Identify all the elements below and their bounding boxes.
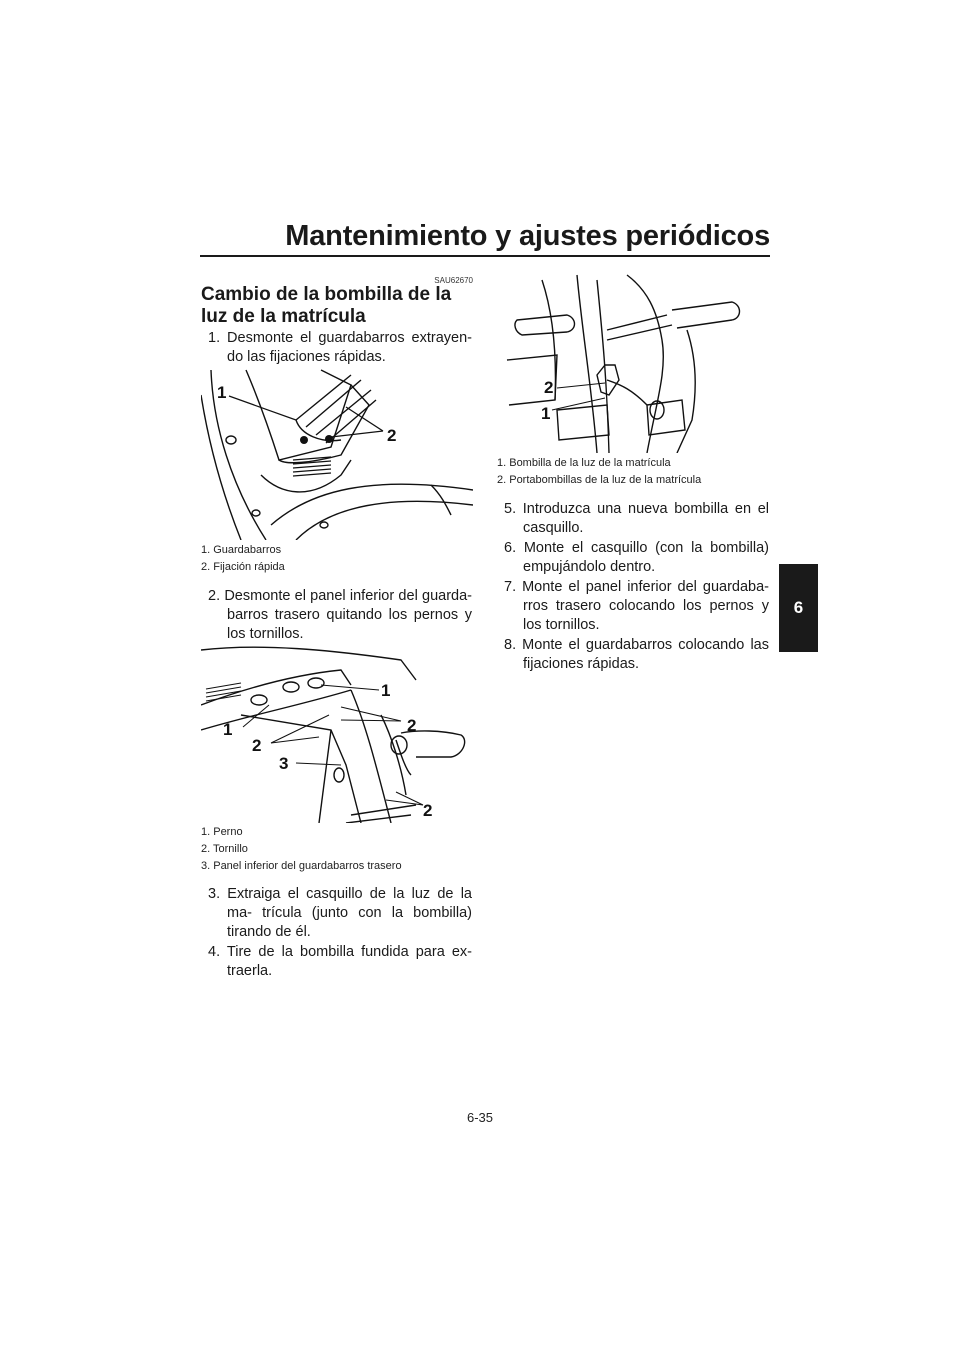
step-2: 2. Desmonte el panel inferior del guarda- barros trasero quitando los pernos y los tornillos. — [208, 588, 472, 642]
figure-bulb-socket-callout-1: 1 — [541, 404, 551, 423]
caption-item: 3. Panel inferior del guardabarros trasero — [201, 860, 402, 872]
figure-lower-panel-callout-2b: 2 — [252, 736, 262, 755]
figure-fender-callout-2: 2 — [387, 426, 397, 445]
caption-item: 2. Portabombillas de la luz de la matrícula — [497, 474, 702, 486]
header-rule — [200, 255, 770, 257]
figure-lower-panel-caption — [201, 824, 473, 875]
page-number: 6-35 — [466, 1110, 494, 1125]
figure-fender-illustration — [201, 365, 473, 540]
caption-item: 1. Perno — [201, 826, 243, 838]
step-6: 6. Monte el casquillo (con la bombilla) empujándolo dentro. — [504, 540, 769, 575]
figure-bulb-socket-illustration — [497, 270, 769, 453]
figure-lower-panel-callout-1a: 1 — [381, 681, 391, 700]
figure-lower-panel-callout-3: 3 — [279, 754, 289, 773]
step-3: 3. Extraiga el casquillo de la luz de la ma- trícula (junto con la bombilla) tirando de él. — [208, 886, 472, 940]
caption-item: 1. Bombilla de la luz de la matrícula — [497, 457, 671, 469]
step-7: 7. Monte el panel inferior del guardaba- rros trasero colocando los pernos y los tornillos. — [504, 579, 769, 633]
figure-bulb-socket-caption — [497, 455, 769, 489]
figure-lower-panel-callout-2c: 2 — [423, 801, 433, 820]
step-1: 1. Desmonte el guardabarros extrayen- do las fijaciones rápidas. — [208, 330, 472, 365]
figure-fender-callout-1: 1 — [217, 383, 227, 402]
figure-lower-panel-illustration — [201, 645, 473, 823]
figure-lower-panel — [201, 645, 473, 823]
section-title: Cambio de la bombilla de la luz de la matrícula — [201, 284, 452, 327]
step-8: 8. Monte el guardabarros colocando las fijaciones rápidas. — [504, 637, 769, 672]
figure-fender-caption — [201, 542, 473, 576]
chapter-tab: 6 — [779, 564, 818, 652]
caption-item: 1. Guardabarros — [201, 544, 282, 556]
figure-bulb-socket-callout-2: 2 — [544, 378, 554, 397]
step-4: 4. Tire de la bombilla fundida para ex- traerla. — [208, 944, 472, 979]
caption-item: 2. Fijación rápida — [201, 561, 285, 573]
figure-lower-panel-callout-1b: 1 — [223, 720, 233, 739]
figure-lower-panel-callout-2a: 2 — [407, 716, 417, 735]
figure-bulb-socket — [497, 270, 769, 453]
caption-item: 2. Tornillo — [201, 843, 248, 855]
section-code: SAU62670 — [434, 276, 473, 285]
page-header-title: Mantenimiento y ajustes periódicos — [285, 220, 770, 252]
step-5: 5. Introduzca una nueva bombilla en el casquillo. — [504, 501, 769, 536]
figure-fender — [201, 365, 473, 540]
